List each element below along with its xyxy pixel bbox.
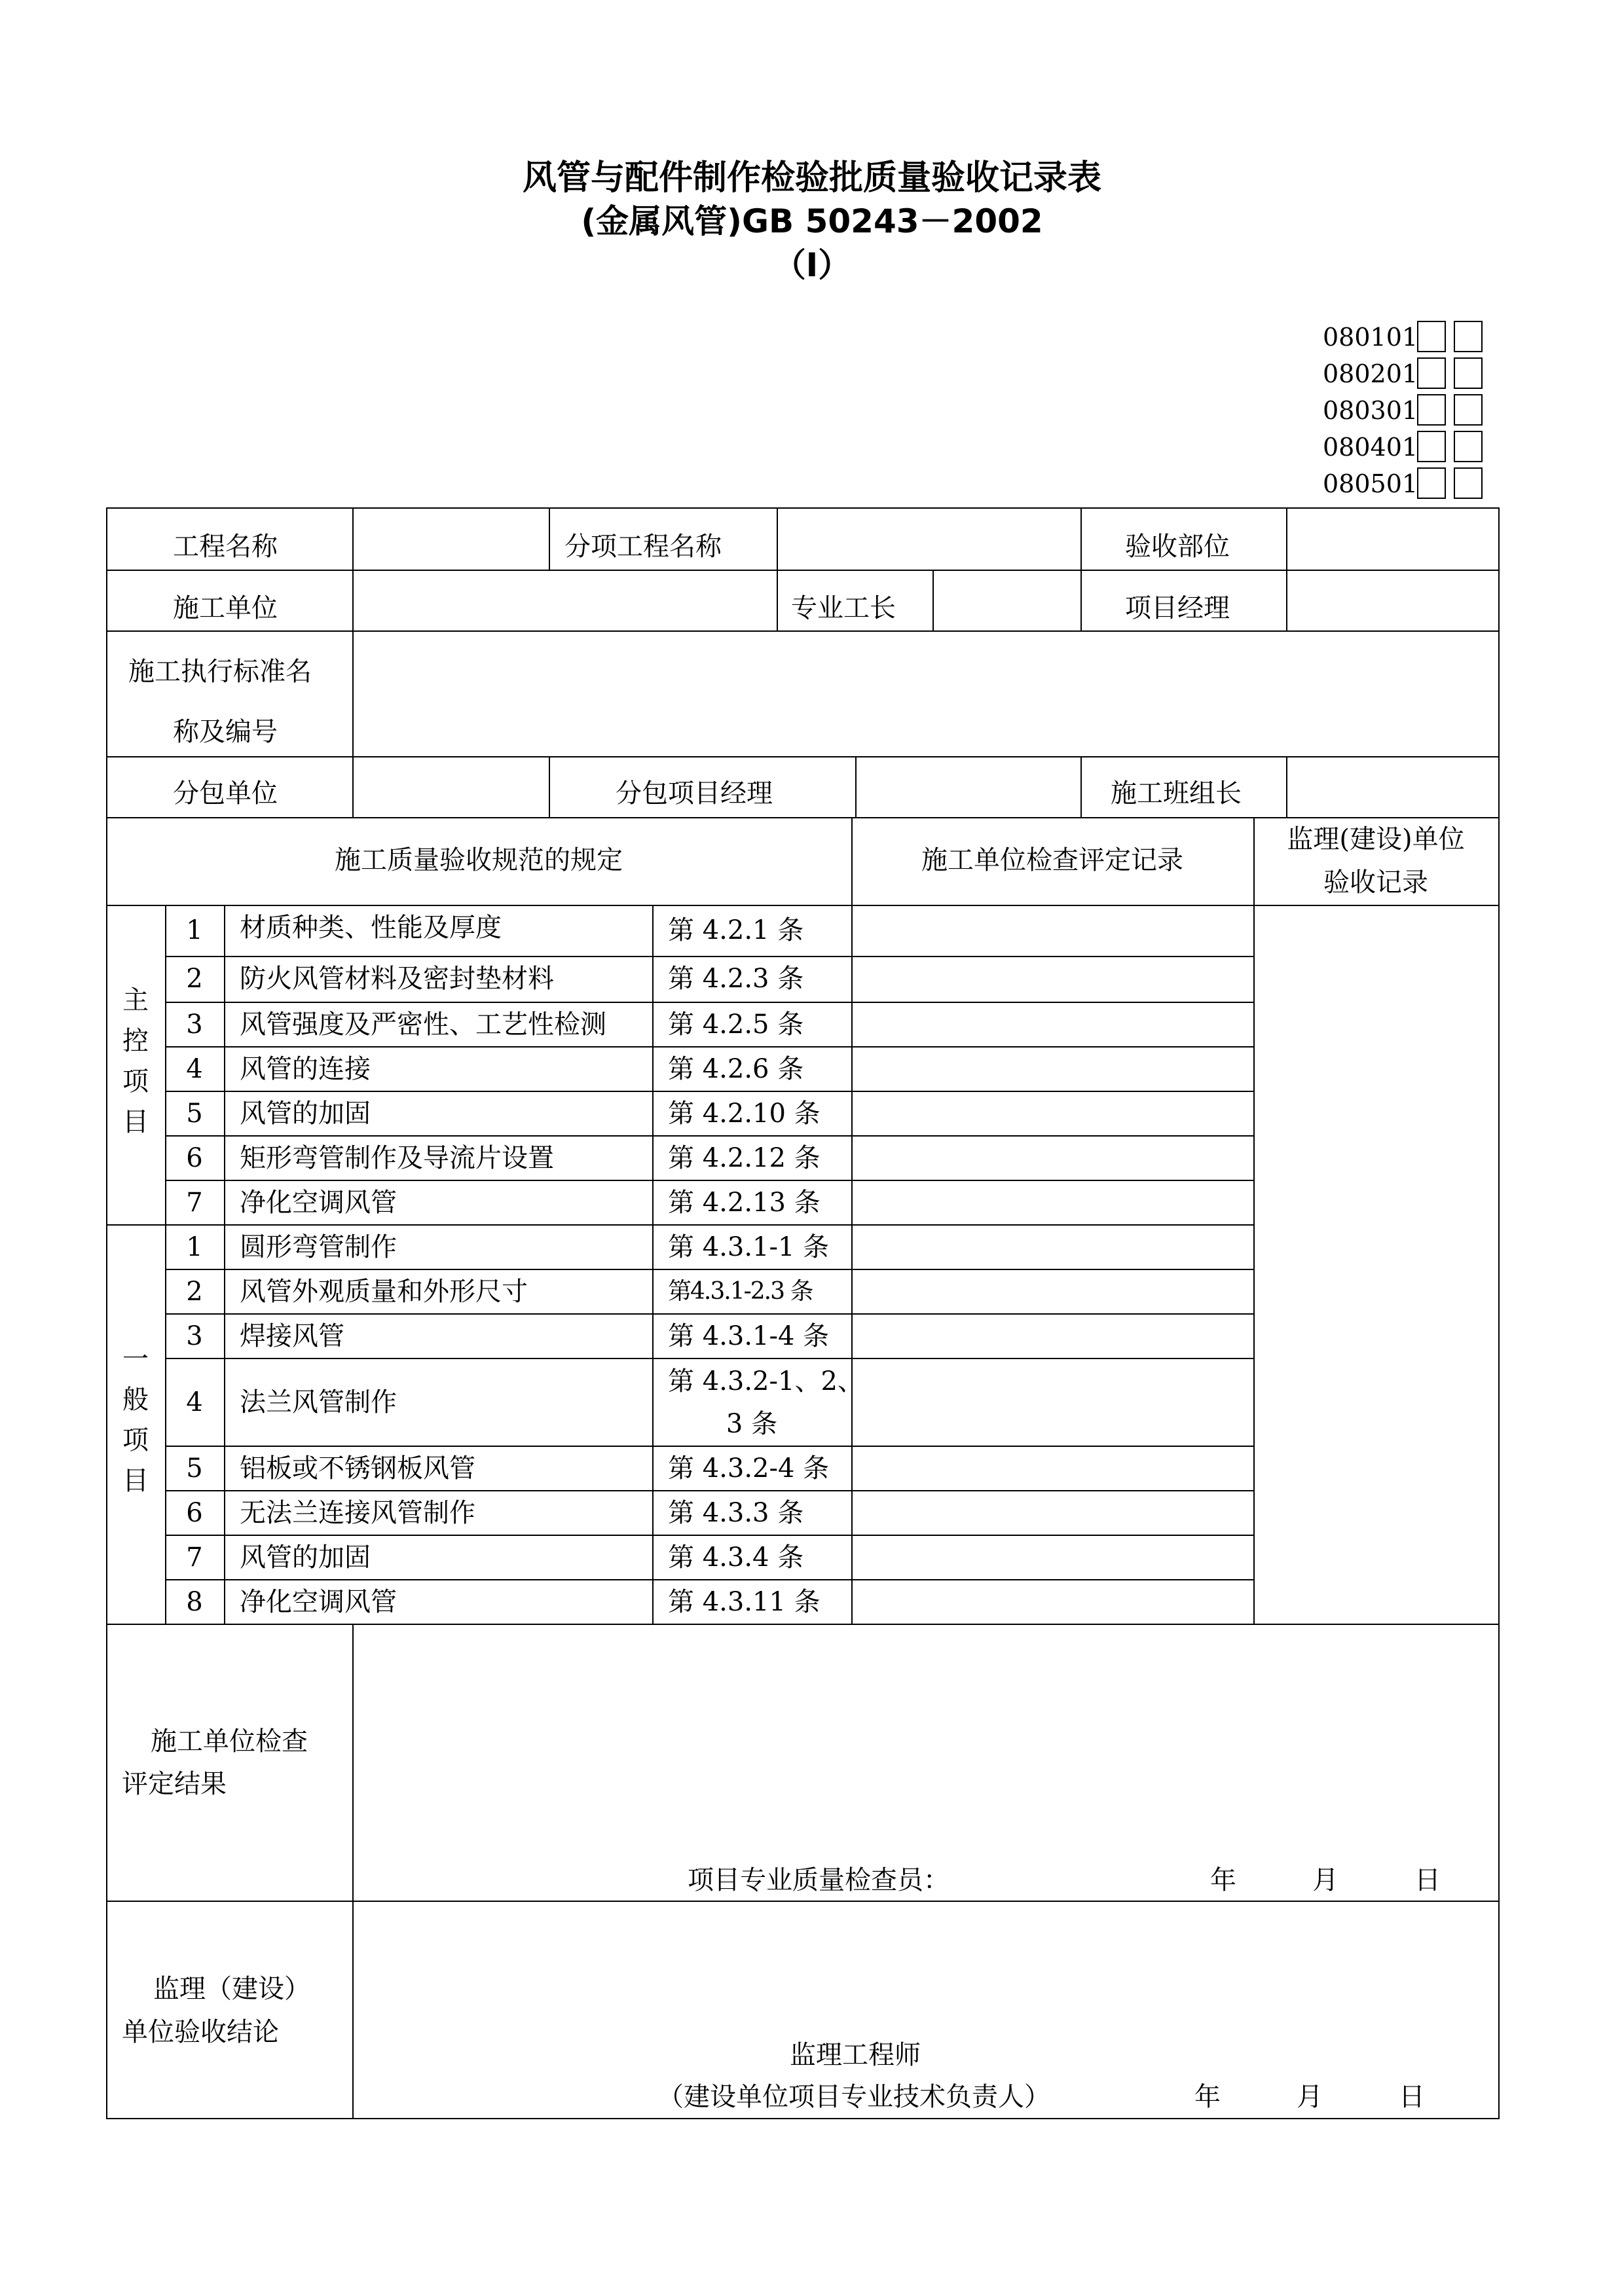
conclusion-label-2: 单位验收结论 — [122, 2017, 279, 2047]
grid-line — [1498, 507, 1500, 2118]
grid-line — [106, 905, 1500, 906]
row-number: 6 — [186, 1143, 203, 1173]
grid-line — [1286, 507, 1287, 630]
item-clause: 第 4.3.1-4 条 — [668, 1321, 830, 1351]
code-checkbox[interactable] — [1454, 467, 1483, 499]
grid-line — [106, 507, 107, 2118]
row-number: 4 — [186, 1054, 203, 1084]
construction-unit-label: 施工单位 — [173, 593, 278, 623]
grid-line — [106, 817, 1500, 818]
grid-line — [106, 756, 1500, 757]
grid-line — [165, 956, 1255, 957]
grid-line — [165, 1046, 1255, 1048]
code-label: 080101 — [1323, 323, 1418, 352]
code-checkbox[interactable] — [1417, 467, 1446, 499]
item-clause-continuation: 3 条 — [726, 1409, 778, 1439]
item-name: 材质种类、性能及厚度 — [240, 913, 502, 943]
subcontractor-label: 分包单位 — [173, 778, 278, 809]
grid-line — [106, 1224, 1255, 1226]
year-label: 年 — [1210, 1865, 1236, 1895]
year-label: 年 — [1194, 2082, 1221, 2112]
group-char: 控 — [122, 1026, 149, 1056]
acceptance-part-label: 验收部位 — [1125, 532, 1230, 562]
item-name: 风管的加固 — [240, 1542, 371, 1573]
standard-label-2: 称及编号 — [173, 717, 278, 747]
sub-manager-label: 分包项目经理 — [616, 778, 773, 809]
item-clause: 第 4.3.11 条 — [668, 1587, 821, 1617]
grid-line — [855, 756, 857, 817]
group-char: 目 — [122, 1466, 149, 1496]
item-name: 无法兰连接风管制作 — [240, 1498, 475, 1528]
item-name: 法兰风管制作 — [240, 1387, 397, 1417]
grid-line — [165, 1490, 1255, 1491]
item-name: 防火风管材料及密封垫材料 — [240, 964, 554, 994]
grid-line — [165, 1358, 1255, 1359]
foreman-label: 专业工长 — [791, 593, 896, 623]
code-label: 080301 — [1323, 396, 1418, 425]
row-number: 7 — [186, 1188, 203, 1218]
day-label: 日 — [1399, 2082, 1425, 2112]
grid-line — [165, 1579, 1255, 1580]
code-checkbox[interactable] — [1417, 321, 1446, 352]
grid-line — [352, 1624, 354, 2118]
row-number: 6 — [186, 1498, 203, 1528]
grid-line — [352, 756, 354, 817]
grid-line — [165, 1002, 1255, 1003]
day-label: 日 — [1414, 1865, 1441, 1895]
item-name: 圆形弯管制作 — [240, 1232, 397, 1262]
group-char: 项 — [122, 1066, 149, 1097]
group-char: 项 — [122, 1425, 149, 1455]
supervision-column-header: 监理(建设)单位 — [1287, 824, 1465, 854]
sub-project-label: 分项工程名称 — [564, 532, 722, 562]
row-number: 7 — [186, 1542, 203, 1573]
grid-line — [106, 507, 1500, 509]
item-name: 净化空调风管 — [240, 1587, 397, 1617]
grid-line — [165, 1269, 1255, 1270]
team-leader-label: 施工班组长 — [1111, 778, 1242, 809]
supervision-column-header-2: 验收记录 — [1323, 867, 1428, 898]
item-clause: 第 4.2.6 条 — [668, 1054, 804, 1084]
grid-line — [652, 905, 654, 1624]
item-name: 风管外观质量和外形尺寸 — [240, 1277, 528, 1307]
grid-line — [352, 630, 354, 756]
project-manager-label: 项目经理 — [1125, 593, 1230, 623]
conclusion-label: 监理（建设） — [153, 1974, 310, 2004]
owner-signature-label: （建设单位项目专业技术负责人） — [657, 2082, 1050, 2112]
grid-line — [932, 570, 934, 630]
item-clause: 第 4.3.2-4 条 — [668, 1453, 830, 1484]
row-number: 8 — [186, 1587, 203, 1617]
grid-line — [106, 570, 1500, 571]
row-number: 4 — [186, 1387, 203, 1417]
code-checkbox[interactable] — [1454, 321, 1483, 352]
item-clause: 第 4.2.13 条 — [668, 1188, 821, 1218]
item-clause: 第 4.2.12 条 — [668, 1143, 821, 1173]
standard-label: 施工执行标准名 — [128, 657, 312, 687]
row-number: 5 — [186, 1453, 203, 1484]
group-char: 般 — [122, 1385, 149, 1415]
row-number: 3 — [186, 1010, 203, 1040]
code-checkbox[interactable] — [1417, 394, 1446, 426]
item-name: 净化空调风管 — [240, 1188, 397, 1218]
code-checkbox[interactable] — [1454, 357, 1483, 389]
item-name: 矩形弯管制作及导流片设置 — [240, 1143, 554, 1173]
grid-line — [224, 905, 225, 1624]
item-name: 焊接风管 — [240, 1321, 344, 1351]
grid-line — [549, 507, 550, 570]
code-label: 080501 — [1323, 469, 1418, 498]
item-clause: 第 4.2.1 条 — [668, 915, 804, 945]
page-subtitle: (金属风管)GB 50243－2002 — [581, 202, 1043, 240]
grid-line — [1080, 507, 1082, 630]
grid-line — [549, 756, 550, 817]
grid-line — [165, 1180, 1255, 1181]
item-name: 风管的连接 — [240, 1054, 371, 1084]
item-clause: 第 4.2.5 条 — [668, 1010, 804, 1040]
item-name: 风管强度及严密性、工艺性检测 — [240, 1010, 606, 1040]
result-label: 施工单位检查 — [151, 1726, 308, 1757]
item-clause: 第 4.3.4 条 — [668, 1542, 804, 1573]
grid-line — [106, 2118, 1500, 2119]
result-label-2: 评定结果 — [122, 1769, 227, 1799]
grid-line — [106, 1901, 1500, 1902]
row-number: 2 — [186, 1277, 203, 1307]
row-number: 1 — [186, 1232, 203, 1262]
item-clause: 第 4.2.10 条 — [668, 1099, 821, 1129]
grid-line — [165, 1135, 1255, 1137]
grid-line — [165, 1313, 1255, 1315]
grid-line — [1080, 756, 1082, 817]
spec-column-header: 施工质量验收规范的规定 — [335, 845, 623, 875]
row-number: 2 — [186, 964, 203, 994]
engineer-signature-label: 监理工程师 — [790, 2040, 921, 2070]
grid-line — [777, 570, 778, 630]
inspector-signature-label: 项目专业质量检查员： — [688, 1865, 950, 1895]
project-name-label: 工程名称 — [173, 532, 278, 562]
item-clause: 第 4.3.3 条 — [668, 1498, 804, 1528]
item-name: 风管的加固 — [240, 1099, 371, 1129]
grid-line — [106, 630, 1500, 632]
grid-line — [777, 507, 778, 570]
grid-line — [165, 1091, 1255, 1092]
group-char: 目 — [122, 1107, 149, 1137]
item-clause: 第 4.3.1-1 条 — [668, 1232, 830, 1262]
row-number: 1 — [186, 915, 203, 945]
month-label: 月 — [1312, 1865, 1338, 1895]
code-checkbox[interactable] — [1454, 431, 1483, 462]
grid-line — [1253, 817, 1255, 1624]
month-label: 月 — [1297, 2082, 1323, 2112]
grid-line — [1286, 756, 1287, 817]
item-clause: 第 4.2.3 条 — [668, 964, 804, 994]
item-clause: 第 4.3.2-1、2、 — [668, 1366, 864, 1396]
page-title: 风管与配件制作检验批质量验收记录表 — [522, 158, 1101, 198]
code-label: 080401 — [1323, 433, 1418, 462]
grid-line — [851, 817, 853, 1624]
grid-line — [165, 1535, 1255, 1536]
grid-line — [165, 1446, 1255, 1447]
code-label: 080201 — [1323, 359, 1418, 388]
group-char: 一 — [122, 1344, 149, 1374]
row-number: 3 — [186, 1321, 203, 1351]
code-checkbox[interactable] — [1417, 431, 1446, 462]
row-number: 5 — [186, 1099, 203, 1129]
grid-line — [352, 507, 354, 630]
grid-line — [106, 1624, 1500, 1625]
item-name: 铝板或不锈钢板风管 — [240, 1453, 475, 1484]
group-char: 主 — [122, 985, 149, 1015]
item-clause: 第4.3.1-2.3 条 — [668, 1278, 813, 1305]
check-record-column-header: 施工单位检查评定记录 — [921, 845, 1183, 875]
code-checkbox[interactable] — [1454, 394, 1483, 426]
code-checkbox[interactable] — [1417, 357, 1446, 389]
page-subtitle-roman: （Ⅰ） — [773, 246, 851, 284]
